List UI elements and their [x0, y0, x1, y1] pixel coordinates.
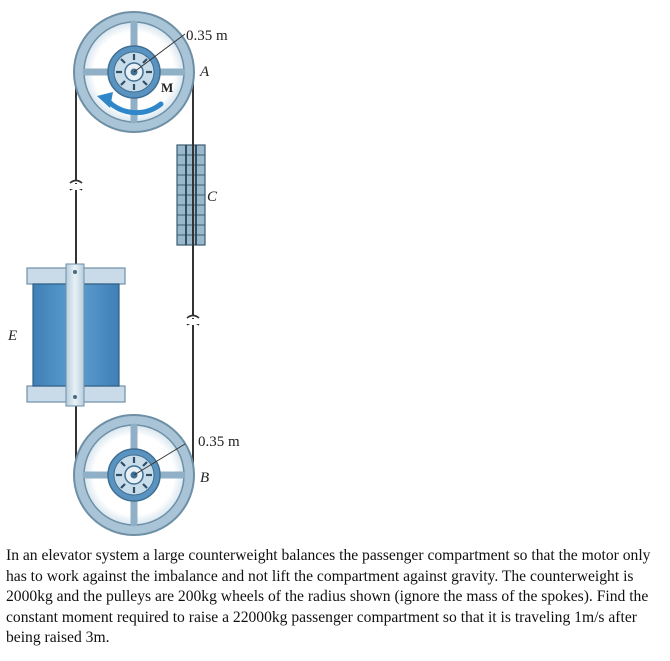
- bottom-pulley: [74, 415, 194, 535]
- radius-label-bottom: 0.35 m: [198, 434, 240, 450]
- point-label-b: B: [200, 470, 210, 486]
- point-label-c: C: [207, 189, 218, 205]
- point-label-e: E: [8, 328, 18, 344]
- passenger-compartment: [27, 264, 125, 406]
- problem-statement: In an elevator system a large counterweight balances the passenger compartment so that the motor only has to work against the imbalance and not lift the compartment against gravity. The counterweight is 2000kg and the pulleys are 200kg wheels of the radius shown (ignore the mass of the spokes). Find the constant moment required to raise a 22000kg passenger compartment so that it is traveling 1m/s after being raised 3m.: [6, 547, 651, 646]
- point-label-a: A: [200, 64, 210, 80]
- counterweight: [177, 140, 205, 250]
- motor-label: M: [161, 80, 174, 95]
- radius-label-top: 0.35 m: [186, 28, 228, 44]
